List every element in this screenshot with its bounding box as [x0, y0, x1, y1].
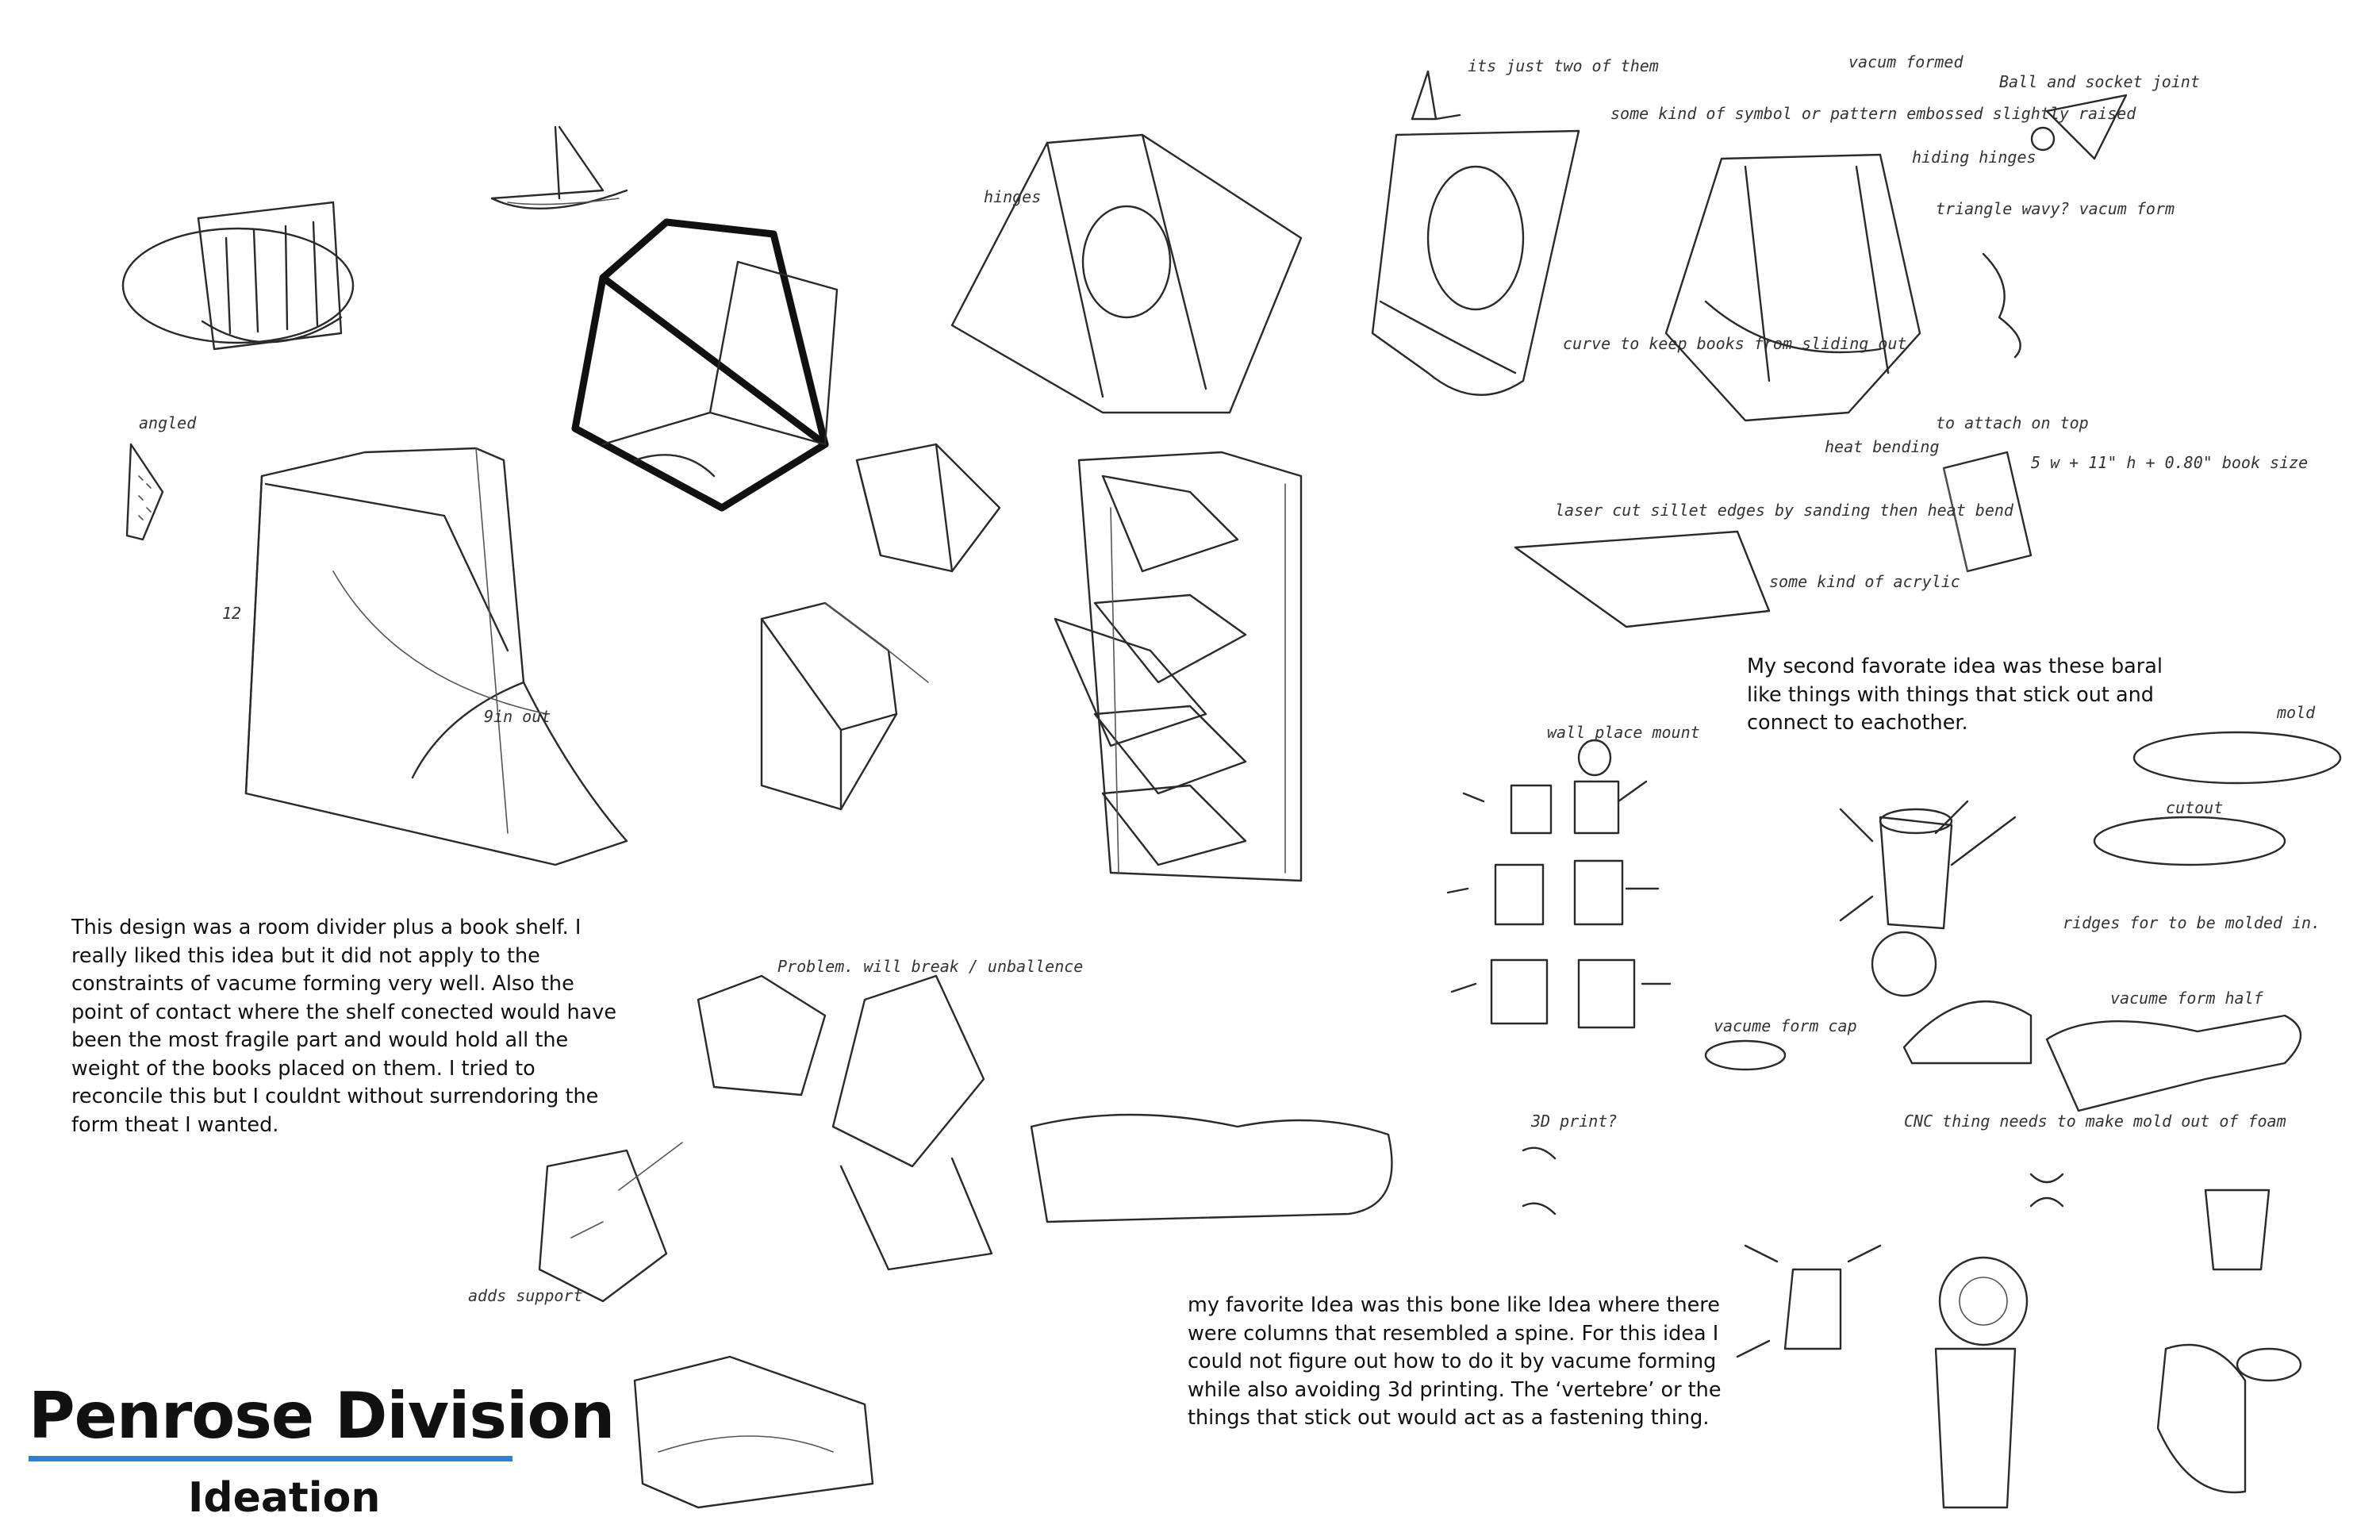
- tray-sketch: [123, 202, 353, 349]
- room-divider-sketch: [222, 448, 627, 865]
- note-ball-socket: Ball and socket joint: [1999, 72, 2200, 91]
- acrylic-strip-sketch: [1515, 501, 2014, 627]
- note-to-attach: to attach on top: [1936, 413, 2089, 432]
- note-wall-place: wall place mount: [1547, 723, 1700, 742]
- note-ridges: ridges for to be molded in.: [2063, 913, 2321, 932]
- page-title: Penrose Division: [29, 1379, 615, 1453]
- note-heat-bending: heat bending: [1825, 437, 1940, 456]
- note-its-just: its just two of them: [1468, 56, 1659, 75]
- note-triangle-wavy: triangle wavy? vacum form: [1936, 199, 2175, 218]
- mold-sketches: [1904, 703, 2340, 1131]
- angled-panel: [127, 413, 197, 540]
- svg-text:12: 12: [222, 604, 242, 623]
- bone-idea-caption: my favorite Idea was this bone like Idea where there were columns that resembled a spine. For this idea I could not figure out how to do it by vacume forming while also avoiding 3d printing. The ‘vertebre’ or the things that stick out would act as a fastening thing.: [1188, 1293, 1722, 1430]
- folded-unit-lower: [762, 603, 928, 809]
- room-divider-caption: This design was a room divider plus a book shelf. I really liked this idea but it did not apply to the constraints of vacume forming very well. Also the point of contact where the shelf conected would have been the most fragile part and would hold all the weight of the books placed on them. I tried to reconcile this but I couldnt without surrendoring the form theat I wanted.: [71, 916, 617, 1137]
- note-cnc: CNC thing needs to make mold out of foam: [1904, 1112, 2286, 1131]
- folded-unit-upper: [857, 444, 1000, 571]
- note-3d-print: 3D print?: [1531, 1112, 1618, 1131]
- bone-sketches: [1737, 1174, 2301, 1507]
- book-box-sketch: [1936, 413, 2308, 571]
- note-acrylic: some kind of acrylic: [1769, 572, 1960, 591]
- bold-shelf-sketch: [575, 222, 837, 508]
- title-underline: [29, 1456, 512, 1461]
- note-cutout: cutout: [2166, 798, 2224, 817]
- stacked-tower-sketch: [1055, 452, 1301, 881]
- note-mold: mold: [2277, 703, 2316, 722]
- note-symbol: some kind of symbol or pattern embossed slightly raised: [1610, 104, 2136, 123]
- svg-text:9in out: 9in out: [484, 707, 551, 726]
- page-subtitle: Ideation: [188, 1474, 381, 1522]
- barrel-with-arms-sketch: [1841, 801, 2015, 996]
- note-hidden-hinges: hiding hinges: [1912, 148, 2036, 167]
- note-angled: angled: [139, 413, 197, 432]
- note-laser-cut: laser cut sillet edges by sanding then heat bend: [1555, 501, 2013, 520]
- note-vacume-form-cap: vacume form cap: [1714, 1016, 1857, 1035]
- note-vacume-form-half: vacume form half: [2110, 989, 2263, 1008]
- note-adds-support: adds support: [468, 1286, 583, 1305]
- sailboat-panel-sketch: [1372, 56, 2136, 395]
- note-problem: Problem. will break / unballence: [777, 957, 1084, 976]
- note-book-size: 5 w + 11" h + 0.80" book size: [2031, 453, 2309, 472]
- note-curve-up: curve to keep books from sliding out: [1563, 334, 1907, 353]
- sail-doodle: [492, 127, 627, 209]
- note-hinges: hinges: [984, 187, 1042, 206]
- note-vacum-formed: vacum formed: [1848, 52, 1964, 71]
- hinged-shelf-sketch: [952, 135, 1301, 413]
- barrel-idea-caption: My second favorate idea was these baral like things with things that stick out and connect to eachother.: [1747, 655, 2163, 735]
- barrel-column-sketch: [1448, 723, 1857, 1214]
